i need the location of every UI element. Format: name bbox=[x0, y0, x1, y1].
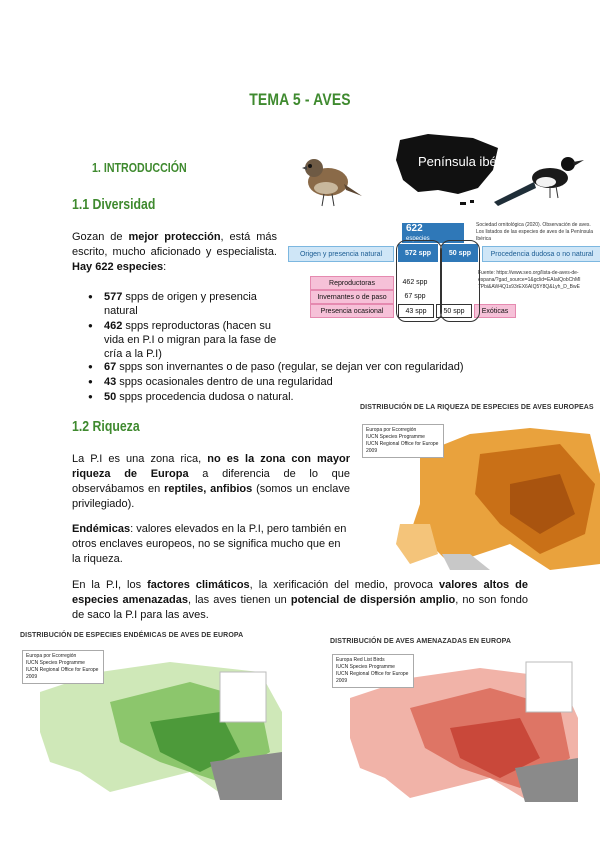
list-item: ● 577 spps de origen y presencia natural bbox=[72, 290, 282, 318]
endemicas-paragraph: Endémicas: valores elevados en la P.I, pero también en otros enclaves europeos, no se significa mucho que en la riqueza. bbox=[72, 523, 347, 565]
bracket-50 bbox=[440, 240, 480, 322]
bracket-572 bbox=[396, 240, 442, 322]
map-endemicas-figure bbox=[20, 632, 282, 802]
value-50: 50 spp bbox=[436, 304, 472, 318]
spp572-box: 572 spp bbox=[398, 244, 438, 262]
value-43: 43 spp bbox=[398, 304, 434, 318]
invernantes-box: Invernantes o de paso bbox=[310, 290, 394, 304]
subsection-heading-diversidad: 1.1 Diversidad bbox=[72, 196, 156, 213]
page-title: TEMA 5 - AVES bbox=[249, 90, 351, 109]
reproductoras-box: Reproductoras bbox=[310, 276, 394, 290]
map-riqueza-legend: Europa por Ecorregión IUCN Species Programme IUCN Regional Office for Europe 2009 bbox=[362, 424, 444, 458]
sparrow-icon bbox=[302, 159, 362, 206]
dudosa-label-box: Procedencia dudosa o no natural bbox=[482, 246, 600, 262]
reference-text-2: Fuente: https://www.seo.org/lista-de-aves-de-espana/?gad_source=1&gclid=EAIaIQobChMI 7Pbi&AW4Q1s93rEX6AIQ5Y8Q&Lyh_D_BwE bbox=[478, 270, 581, 290]
species-diagram bbox=[288, 130, 600, 330]
peninsula-label: Península ibérica bbox=[418, 154, 518, 169]
map-amenazadas-figure bbox=[330, 638, 578, 804]
riqueza-paragraph: La P.I es una zona rica, no es la zona con mayor riqueza de Europa a diferencia de lo que observábamos en reptiles, anfibios (somos un enclave privilegiado). bbox=[72, 453, 350, 510]
factores-paragraph: En la P.I, los factores climáticos, la xerificación del medio, provoca valores altos de especies amenazadas, las aves tienen un potencial de dispersión amplio, no son fondo de saco la P.I para las aves. bbox=[72, 579, 528, 621]
value-462: 462 spp bbox=[402, 278, 428, 286]
species-list-top bbox=[72, 290, 282, 362]
section-heading-introduccion: 1. INTRODUCCIÓN bbox=[92, 160, 187, 175]
map-amenazadas-caption: DISTRIBUCIÓN DE AVES AMENAZADAS EN EUROPA bbox=[330, 638, 512, 645]
map-riqueza-caption: DISTRIBUCIÓN DE LA RIQUEZA DE ESPECIES DE AVES EUROPEAS bbox=[360, 404, 594, 411]
spp50-box: 50 spp bbox=[442, 244, 478, 262]
list-item: ● 67 spps son invernantes o de paso (regular, se dejan ver con regularidad) bbox=[72, 360, 522, 374]
origen-label-box: Origen y presencia natural bbox=[288, 246, 394, 262]
list-item: ● 50 spps procedencia dudosa o natural. bbox=[72, 390, 522, 404]
map-amenazadas-legend: Europa Red List Birds IUCN Species Programme IUCN Regional Office for Europe 2009 bbox=[332, 654, 414, 688]
map-endemicas-caption: DISTRIBUCIÓN DE ESPECIES ENDÉMICAS DE AVES DE EUROPA bbox=[20, 632, 244, 639]
list-item: ● 462 spps reproductoras (hacen su vida en P.I o migran para la fase de cría a la P.I) bbox=[72, 319, 282, 361]
subsection-heading-riqueza: 1.2 Riqueza bbox=[72, 418, 140, 435]
map-riqueza-figure bbox=[360, 404, 600, 572]
value-67: 67 spp bbox=[404, 292, 426, 300]
map-endemicas-legend: Europa por Ecorregión IUCN Species Programme IUCN Regional Office for Europe 2009 bbox=[22, 650, 104, 684]
list-item: ● 43 spps ocasionales dentro de una regularidad bbox=[72, 375, 522, 389]
total-species-box: 622 especies bbox=[402, 223, 464, 243]
exoticas-box: Exóticas bbox=[474, 304, 516, 318]
ocasional-box: Presencia ocasional bbox=[310, 304, 394, 318]
intro-paragraph: Gozan de mejor protección, está más escrito, mucho aficionado y especialista. Hay 622 especies: bbox=[72, 231, 277, 273]
reference-text-1: Sociedad ornitológica (2020). Observación de aves. Los listados de las especies de aves de la Península Ibérica bbox=[476, 222, 594, 242]
svg-text:Península ibérica bbox=[418, 154, 518, 169]
species-list-bottom bbox=[72, 360, 522, 405]
